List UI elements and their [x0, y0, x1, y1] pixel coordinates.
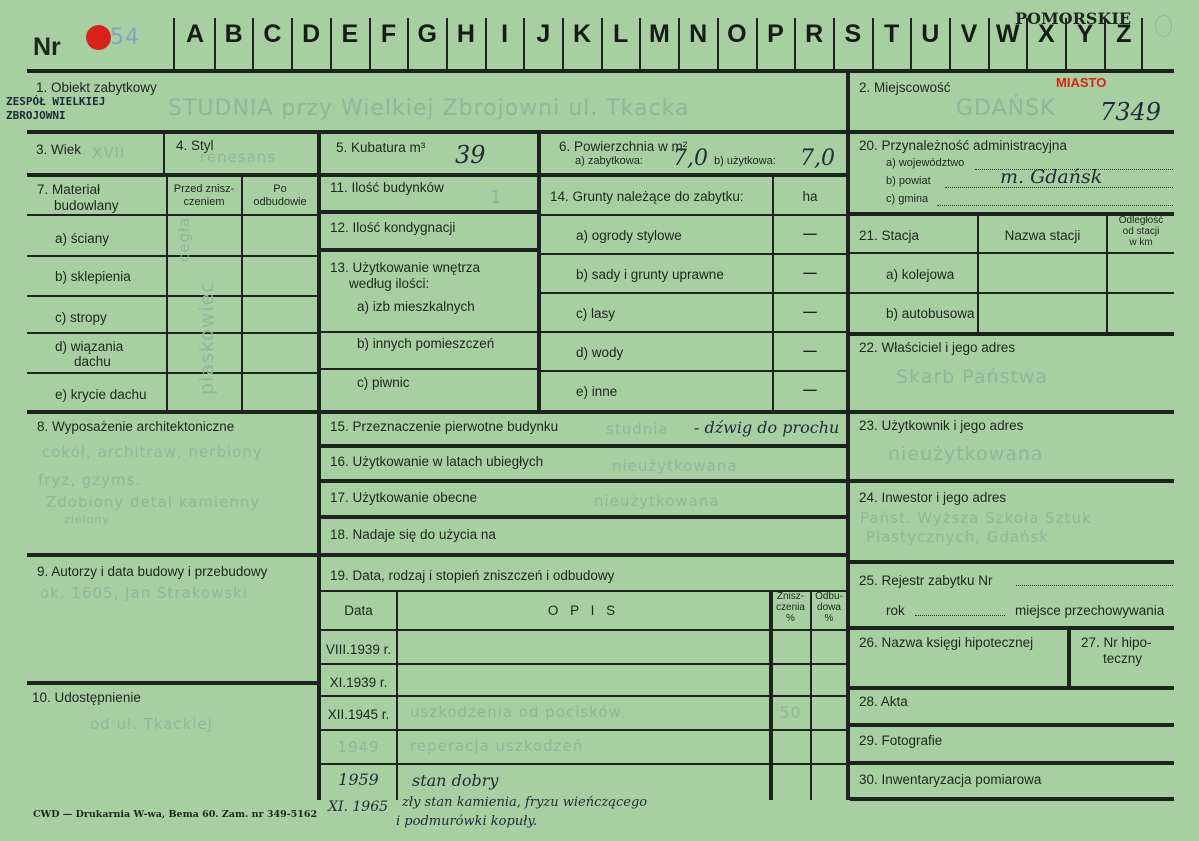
f19-col-od: Odbu-	[815, 591, 843, 602]
f9-label: 9. Autorzy i data budowy i przebudowy	[37, 564, 268, 579]
f23-value: nieużytkowana	[888, 443, 1044, 465]
printer-imprint: CWD — Drukarnia W-wa, Bema 60. Zam. nr 349-5162	[33, 809, 318, 820]
letter-y: Y	[1076, 20, 1094, 48]
letter-s: S	[844, 20, 862, 48]
f1-label: 1. Obiekt zabytkowy	[36, 80, 157, 95]
letter-j: J	[536, 20, 551, 48]
f19-row-opis: reperacja uszkodzeń	[410, 737, 584, 755]
f21-col-dist-2: od stacji	[1122, 226, 1160, 237]
f2-value: GDAŃSK	[956, 96, 1056, 121]
letter-divider	[485, 18, 487, 69]
letter-divider	[330, 18, 332, 69]
f2-number: 7349	[1100, 98, 1162, 126]
letter-divider	[988, 18, 990, 69]
f11-value: 1	[490, 187, 503, 208]
f19-col-date: Data	[344, 603, 373, 618]
letter-divider	[369, 18, 371, 69]
f15-label: 15. Przeznaczenie pierwotne budynku	[330, 419, 559, 434]
f4-label: 4. Styl	[176, 138, 214, 153]
f5-value: 39	[455, 141, 486, 169]
f14-value-gardens: —	[803, 226, 817, 241]
f22-value: Skarb Państwa	[896, 366, 1049, 388]
f4-value: renesans	[200, 148, 277, 166]
f7-row-ceilings: c) stropy	[55, 310, 107, 325]
nr-value: 54	[110, 25, 140, 50]
f8-line-2: fryz, gzyms.	[38, 471, 142, 489]
f14-row-orchards: b) sady i grunty uprawne	[576, 267, 724, 282]
red-mark	[86, 25, 111, 50]
letter-k: K	[572, 20, 592, 48]
f19-label: 19. Data, rodzaj i stopień zniszczeń i odbudowy	[330, 568, 615, 583]
letter-divider	[794, 18, 796, 69]
letter-o: O	[727, 20, 747, 48]
f21-col-name: Nazwa stacji	[1004, 228, 1081, 243]
f14-row-forests: c) lasy	[576, 306, 616, 321]
letter-divider	[252, 18, 254, 69]
f21-col-dist: Odległość	[1118, 215, 1164, 226]
f24-label: 24. Inwestor i jego adres	[859, 490, 1007, 505]
f19-col-zn: Znisz-	[776, 591, 805, 602]
f19-extra-text-2: i podmurówki kopuły.	[396, 814, 538, 829]
letter-c: C	[263, 20, 282, 48]
letter-m: M	[648, 20, 670, 48]
f13-b-label: b) innych pomieszczeń	[357, 336, 495, 351]
f19-row-zn: 50	[779, 703, 802, 722]
f19-extra-date: XI. 1965	[328, 799, 389, 815]
letter-w: W	[995, 20, 1020, 48]
letter-divider	[214, 18, 216, 69]
f19-row-opis: stan dobry	[412, 771, 499, 790]
letter-p: P	[767, 20, 784, 48]
f7-label-2: budowlany	[54, 198, 119, 213]
f24-value-2: Plastycznych, Gdańsk	[866, 528, 1050, 546]
letter-r: R	[805, 20, 824, 48]
letter-divider	[639, 18, 641, 69]
letter-x: X	[1038, 20, 1055, 48]
f21-col-dist-3: w km	[1129, 237, 1153, 248]
f19-row-opis: uszkodzenia od pocisków	[410, 703, 622, 721]
f21-label: 21. Stacja	[859, 228, 920, 243]
f5-label: 5. Kubatura m³	[336, 140, 426, 155]
f14-value-waters: —	[803, 343, 817, 358]
letter-divider	[601, 18, 603, 69]
f7-row-roof-frame: d) wiązania	[55, 339, 124, 354]
letter-divider	[523, 18, 525, 69]
f19-row-date: 1959	[338, 770, 379, 789]
letter-n: N	[689, 20, 708, 48]
f13-label: 13. Użytkowanie wnętrza	[330, 260, 481, 275]
f14-value-forests: —	[803, 304, 817, 319]
f17-value: nieużytkowana	[594, 492, 720, 510]
region-label: POMORSKIE	[1015, 9, 1132, 28]
letter-u: U	[921, 20, 940, 48]
f10-label: 10. Udostępnienie	[32, 690, 141, 705]
f14-row-waters: d) wody	[576, 345, 624, 360]
letter-v: V	[960, 20, 978, 48]
f28-label: 28. Akta	[859, 694, 908, 709]
f14-row-gardens: a) ogrody stylowe	[576, 228, 682, 243]
f25-place-label: miejsce przechowywania	[1015, 603, 1165, 618]
f19-col-od-3: %	[824, 613, 834, 624]
f16-value: nieużytkowana	[612, 457, 738, 475]
letter-z: Z	[1116, 20, 1132, 48]
f1-value: STUDNIA przy Wielkiej Zbrojowni ul. Tkacka	[168, 96, 690, 121]
f3-label: 3. Wiek	[36, 142, 82, 157]
f7-before-value-2: piaskowiec	[196, 281, 218, 395]
letter-i: I	[501, 20, 509, 48]
f14-label: 14. Grunty należące do zabytku:	[550, 189, 744, 204]
f19-row-date: XI.1939 r.	[329, 675, 388, 690]
letter-a: A	[185, 20, 205, 48]
f19-col-zn-3: %	[786, 613, 795, 624]
letter-e: E	[341, 20, 359, 48]
f14-value-other: —	[803, 382, 817, 397]
f26-label: 26. Nazwa księgi hipotecznej	[859, 635, 1034, 650]
letter-g: G	[417, 20, 437, 48]
f7-row-walls: a) ściany	[55, 231, 110, 246]
f14-value-orchards: —	[803, 265, 817, 280]
f6-label: 6. Powierzchnia w m²	[559, 139, 688, 154]
f15-value-stamp: studnia	[606, 420, 669, 438]
f11-label: 11. Ilość budynków	[330, 180, 444, 195]
f19-extra-text-1: zły stan kamienia, fryzu wieńczącego	[402, 795, 648, 810]
f7-col-before: Przed znisz-	[173, 183, 235, 195]
f27-label: 27. Nr hipo-	[1081, 635, 1152, 650]
f7-row-vaults: b) sklepienia	[55, 269, 131, 284]
f6-a-value: 7,0	[673, 146, 708, 171]
letter-divider	[910, 18, 912, 69]
f19-col-od-2: dowa	[817, 602, 841, 613]
nr-label: Nr	[33, 33, 61, 61]
f7-before-value-1: cegła	[175, 216, 193, 262]
letter-divider	[949, 18, 951, 69]
f7-label: 7. Materiał	[37, 182, 101, 197]
f7-row-roofing: e) krycie dachu	[55, 387, 147, 402]
f19-row-date: VIII.1939 r.	[325, 642, 392, 657]
f8-line-3: Zdobiony detal kamienny	[46, 493, 261, 511]
f2-label: 2. Miejscowość	[859, 80, 951, 95]
f13-a-label: a) izb mieszkalnych	[357, 299, 475, 314]
letter-divider	[833, 18, 835, 69]
f17-label: 17. Użytkowanie obecne	[330, 490, 478, 505]
letter-divider	[446, 18, 448, 69]
f19-col-zn-2: czenia	[776, 602, 805, 613]
letter-h: H	[456, 20, 475, 48]
f21-a-label: a) kolejowa	[886, 267, 955, 282]
f27-label-2: teczny	[1103, 651, 1143, 666]
letter-divider	[756, 18, 758, 69]
f20-b-label: b) powiat	[886, 175, 931, 187]
f8-line-1: cokół, architraw, nerbiony	[42, 443, 263, 461]
f21-b-label: b) autobusowa	[886, 306, 975, 321]
letter-b: B	[224, 20, 243, 48]
f1-side-note: ZESPÓŁ WIELKIEJ ZBROJOWNI	[6, 95, 106, 123]
letter-divider	[717, 18, 719, 69]
f20-b-value: m. Gdańsk	[1000, 166, 1103, 188]
f7-col-after-2: odbudowie	[253, 196, 307, 208]
letter-t: T	[883, 20, 900, 48]
f25-rok-label: rok	[886, 603, 905, 618]
f6-b-label: b) użytkowa:	[714, 155, 776, 167]
f8-label: 8. Wyposażenie architektoniczne	[37, 419, 235, 434]
f3-value: XVII	[92, 144, 126, 162]
letter-divider	[678, 18, 680, 69]
f14-unit: ha	[802, 189, 818, 204]
f16-label: 16. Użytkowanie w latach ubiegłych	[330, 454, 544, 469]
f25-label: 25. Rejestr zabytku Nr	[859, 573, 993, 588]
f29-label: 29. Fotografie	[859, 733, 943, 748]
f30-label: 30. Inwentaryzacja pomiarowa	[859, 772, 1042, 787]
f19-row-date: 1949	[337, 738, 380, 756]
f19-col-opis: O P I S	[547, 603, 620, 618]
f13-label-2: według ilości:	[349, 276, 430, 291]
f9-value: ok. 1605, Jan Strakowski	[40, 584, 249, 602]
letter-d: D	[302, 20, 321, 48]
f12-label: 12. Ilość kondygnacji	[330, 220, 456, 235]
f14-row-other: e) inne	[576, 384, 618, 399]
f19-row-date: XII.1945 r.	[327, 707, 390, 722]
f20-label: 20. Przynależność administracyjna	[859, 138, 1067, 153]
f6-a-label: a) zabytkowa:	[575, 155, 643, 167]
f2-stamp: MIASTO	[1056, 75, 1107, 90]
f10-value: od ul. Tkackiej	[90, 715, 213, 733]
f24-value-1: Państ. Wyższa Szkoła Sztuk	[860, 509, 1092, 527]
f13-c-label: c) piwnic	[357, 375, 410, 390]
letter-divider	[562, 18, 564, 69]
f23-label: 23. Użytkownik i jego adres	[859, 418, 1024, 433]
letter-l: L	[613, 20, 629, 48]
f8-line-4: zielony	[64, 513, 110, 526]
letter-divider	[291, 18, 293, 69]
f7-col-after: Po	[273, 183, 287, 195]
corner-mark	[1155, 15, 1172, 37]
f22-label: 22. Właściciel i jego adres	[859, 340, 1016, 355]
f7-row-roof-frame-2: dachu	[74, 354, 111, 369]
f18-label: 18. Nadaje się do użycia na	[330, 527, 496, 542]
letter-divider	[407, 18, 409, 69]
letter-divider	[872, 18, 874, 69]
f15-value-pen: - dźwig do prochu	[694, 418, 840, 437]
f20-a-label: a) województwo	[886, 157, 965, 169]
f20-c-label: c) gmina	[886, 193, 929, 205]
f7-col-before-2: czeniem	[183, 196, 225, 208]
f6-b-value: 7,0	[800, 146, 835, 171]
letter-f: F	[380, 20, 397, 48]
